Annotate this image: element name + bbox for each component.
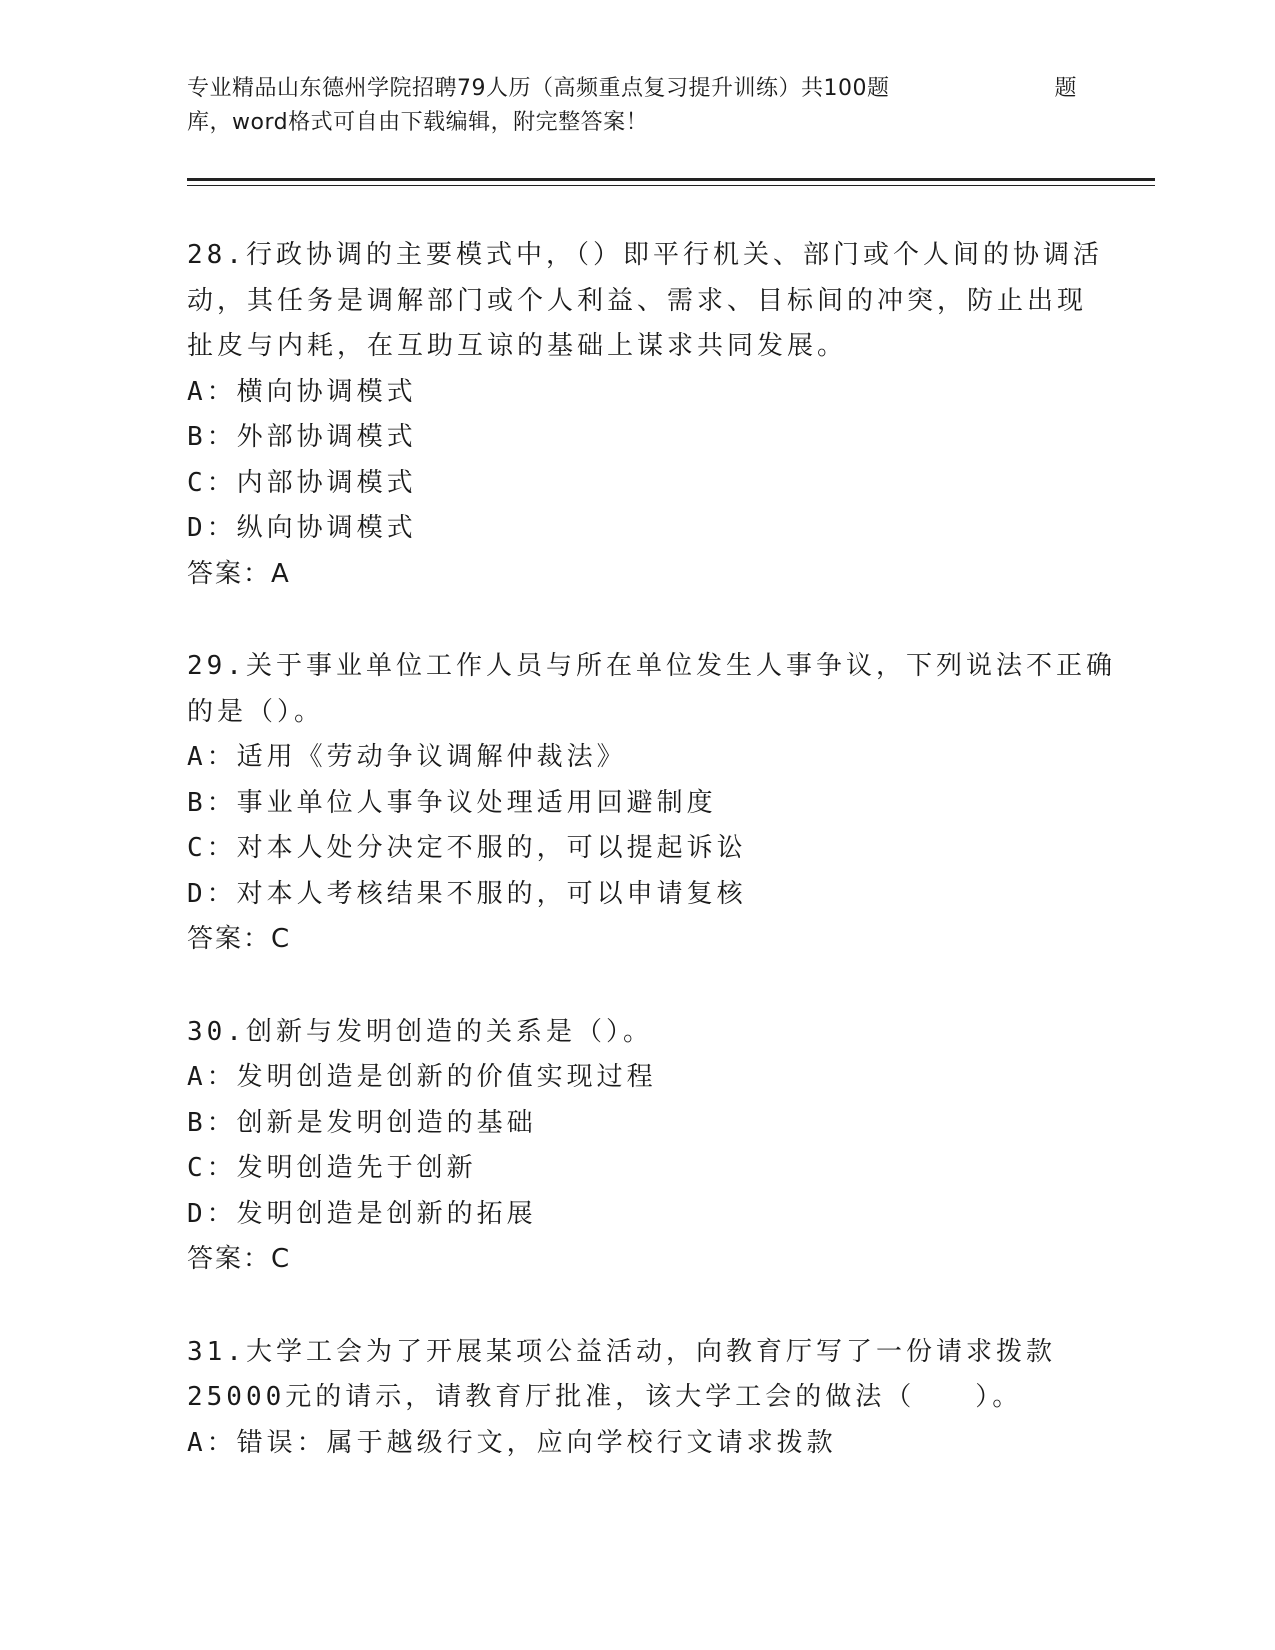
question-stem-line: 扯皮与内耗，在互助互谅的基础上谋求共同发展。	[187, 331, 848, 361]
option-b: B：事业单位人事争议处理适用回避制度	[187, 787, 717, 818]
question-stem-line: 25000元的请示，请教育厅批准，该大学工会的做法（ ）。	[187, 1382, 1023, 1412]
header-divider	[187, 178, 1155, 181]
question-stem-line: 的是（）。	[187, 696, 325, 727]
option-d: D：发明创造是创新的拓展	[187, 1198, 537, 1229]
option-b: B：外部协调模式	[187, 422, 417, 452]
option-d: D：纵向协调模式	[187, 513, 417, 543]
answer: 答案：C	[187, 1244, 292, 1274]
header-divider-thin	[187, 185, 1155, 186]
question-stem-line: 28.行政协调的主要模式中，（）即平行机关、部门或个人间的协调活	[187, 240, 1103, 270]
page-header	[187, 72, 1077, 140]
question-31	[187, 1330, 1087, 1467]
option-a: A：发明创造是创新的价值实现过程	[187, 1062, 657, 1092]
question-stem-line: 30.创新与发明创造的关系是（）。	[187, 1016, 653, 1047]
option-c: C：内部协调模式	[187, 467, 417, 498]
option-a: A：横向协调模式	[187, 376, 417, 407]
question-stem-line: 29.关于事业单位工作人员与所在单位发生人事争议，下列说法不正确	[187, 651, 1116, 681]
question-list	[187, 233, 1116, 1513]
answer: 答案：C	[187, 924, 292, 954]
option-d: D：对本人考核结果不服的，可以申请复核	[187, 878, 747, 909]
question-29	[187, 644, 1116, 963]
option-c: C：发明创造先于创新	[187, 1153, 477, 1183]
option-a: A：适用《劳动争议调解仲裁法》	[187, 742, 627, 772]
question-stem-line: 动，其任务是调解部门或个人利益、需求、目标间的冲突，防止出现	[187, 285, 1088, 316]
header-title-line-1	[187, 72, 1077, 106]
header-title-line-2: 库，word格式可自由下载编辑，附完整答案！	[187, 110, 649, 135]
option-c: C：对本人处分决定不服的，可以提起诉讼	[187, 833, 747, 863]
option-b: B：创新是发明创造的基础	[187, 1107, 537, 1138]
answer: 答案：A	[187, 558, 291, 589]
option-a: A：错误：属于越级行文，应向学校行文请求拨款	[187, 1427, 837, 1458]
question-30	[187, 1010, 1087, 1283]
header-title-tail: 题	[1054, 76, 1077, 101]
question-stem-line: 31.大学工会为了开展某项公益活动，向教育厅写了一份请求拨款	[187, 1336, 1056, 1367]
question-28	[187, 233, 1103, 597]
header-title-text: 专业精品山东德州学院招聘79人历（高频重点复习提升训练）共100题	[187, 76, 890, 101]
